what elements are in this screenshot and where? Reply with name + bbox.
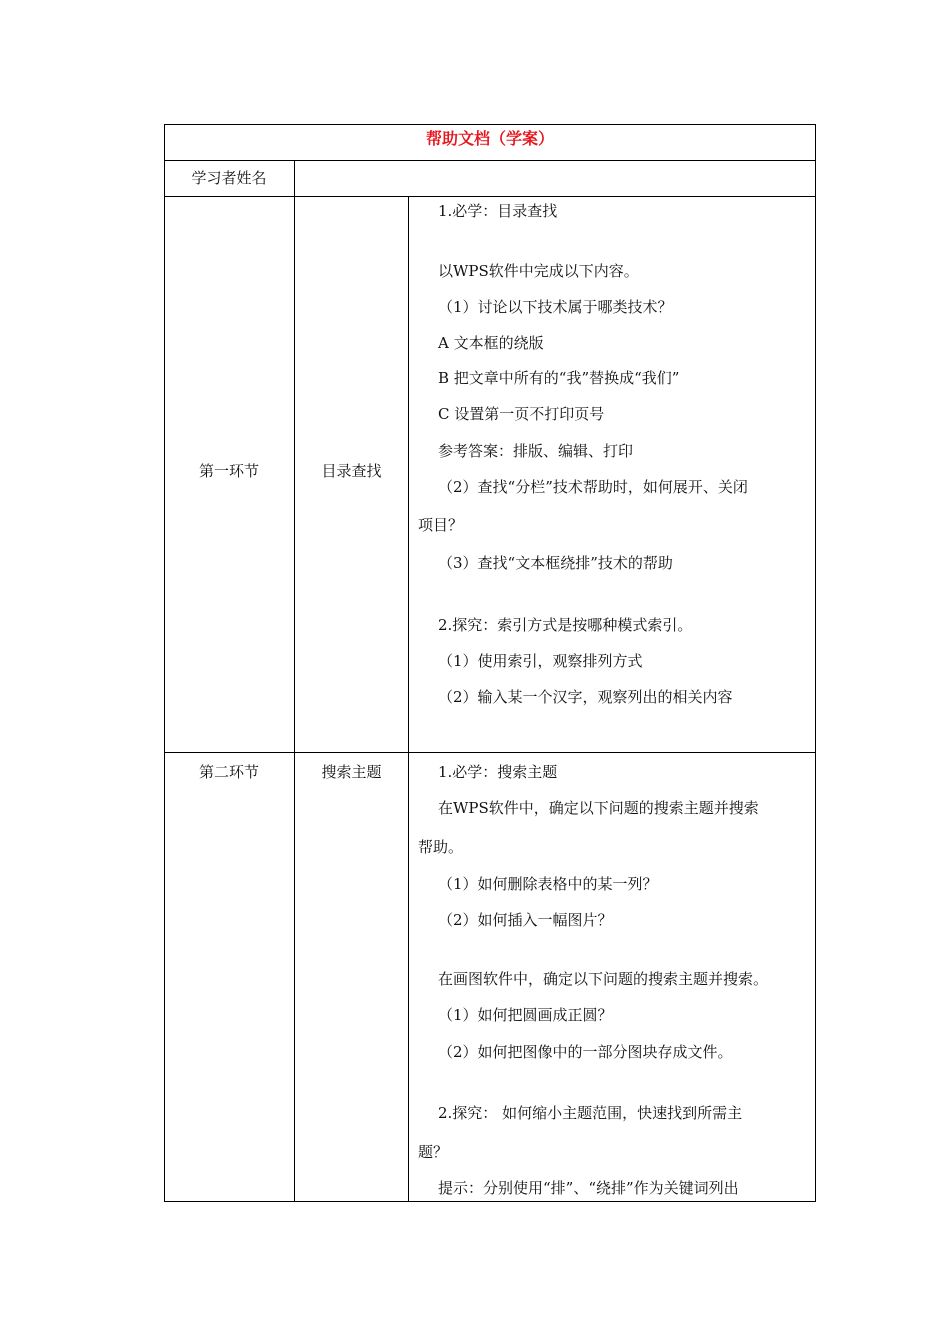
section1-line: 项目？ <box>418 516 464 534</box>
section1-line: 2.探究：索引方式是按哪种模式索引。 <box>438 616 693 634</box>
section1-topic: 目录查找 <box>321 462 382 480</box>
section1-line: A 文本框的绕版 <box>438 334 544 352</box>
page-title: 帮助文档（学案） <box>425 129 554 148</box>
section1-line: （1）使用索引，观察排列方式 <box>438 652 643 670</box>
table-divider-name <box>294 160 295 1202</box>
section1-line: （3）查找“文本框绕排”技术的帮助 <box>438 554 673 572</box>
section2-line: （2）如何插入一幅图片？ <box>438 911 613 929</box>
section2-line: （1）如何把圆画成正圆？ <box>438 1006 613 1024</box>
section2-line: 在WPS软件中，确定以下问题的搜索主题并搜索 <box>438 799 759 817</box>
section1-line: （2）输入某一个汉字，观察列出的相关内容 <box>438 688 733 706</box>
section2-topic: 搜索主题 <box>321 763 382 781</box>
section2-line: 1.必学：搜索主题 <box>438 763 558 781</box>
study-plan-table <box>164 124 816 1202</box>
section1-line: （1）讨论以下技术属于哪类技术？ <box>438 298 673 316</box>
section2-line: （2）如何把图像中的一部分图块存成文件。 <box>438 1043 733 1061</box>
table-border-bottom <box>164 1201 816 1202</box>
section1-line: 参考答案：排版、编辑、打印 <box>438 442 634 460</box>
section1-line: （2）查找“分栏”技术帮助时，如何展开、关闭 <box>438 478 748 496</box>
section2-content <box>418 752 810 1201</box>
section1-line: C 设置第一页不打印页号 <box>438 405 605 423</box>
table-border-right <box>815 124 816 1202</box>
section1-line: 1.必学：目录查找 <box>438 202 558 220</box>
table-divider-content <box>408 196 409 1202</box>
section2-line: 在画图软件中，确定以下问题的搜索主题并搜索。 <box>438 970 769 988</box>
section1-line: B 把文章中所有的“我”替换成“我们” <box>438 369 680 387</box>
section1-stage: 第一环节 <box>198 462 259 480</box>
section2-line: 帮助。 <box>418 838 464 856</box>
section1-content <box>418 196 810 752</box>
section1-line: 以WPS软件中完成以下内容。 <box>438 262 639 280</box>
table-border-left <box>164 124 165 1202</box>
section2-line: 题？ <box>418 1143 449 1161</box>
section2-stage: 第二环节 <box>198 763 259 781</box>
section2-line: 提示：分别使用“排”、“绕排”作为关键词列出 <box>438 1179 739 1197</box>
learner-name-label: 学习者姓名 <box>191 169 267 187</box>
section2-line: 2.探究： 如何缩小主题范围，快速找到所需主 <box>438 1104 743 1122</box>
section2-line: （1）如何删除表格中的某一列？ <box>438 875 658 893</box>
